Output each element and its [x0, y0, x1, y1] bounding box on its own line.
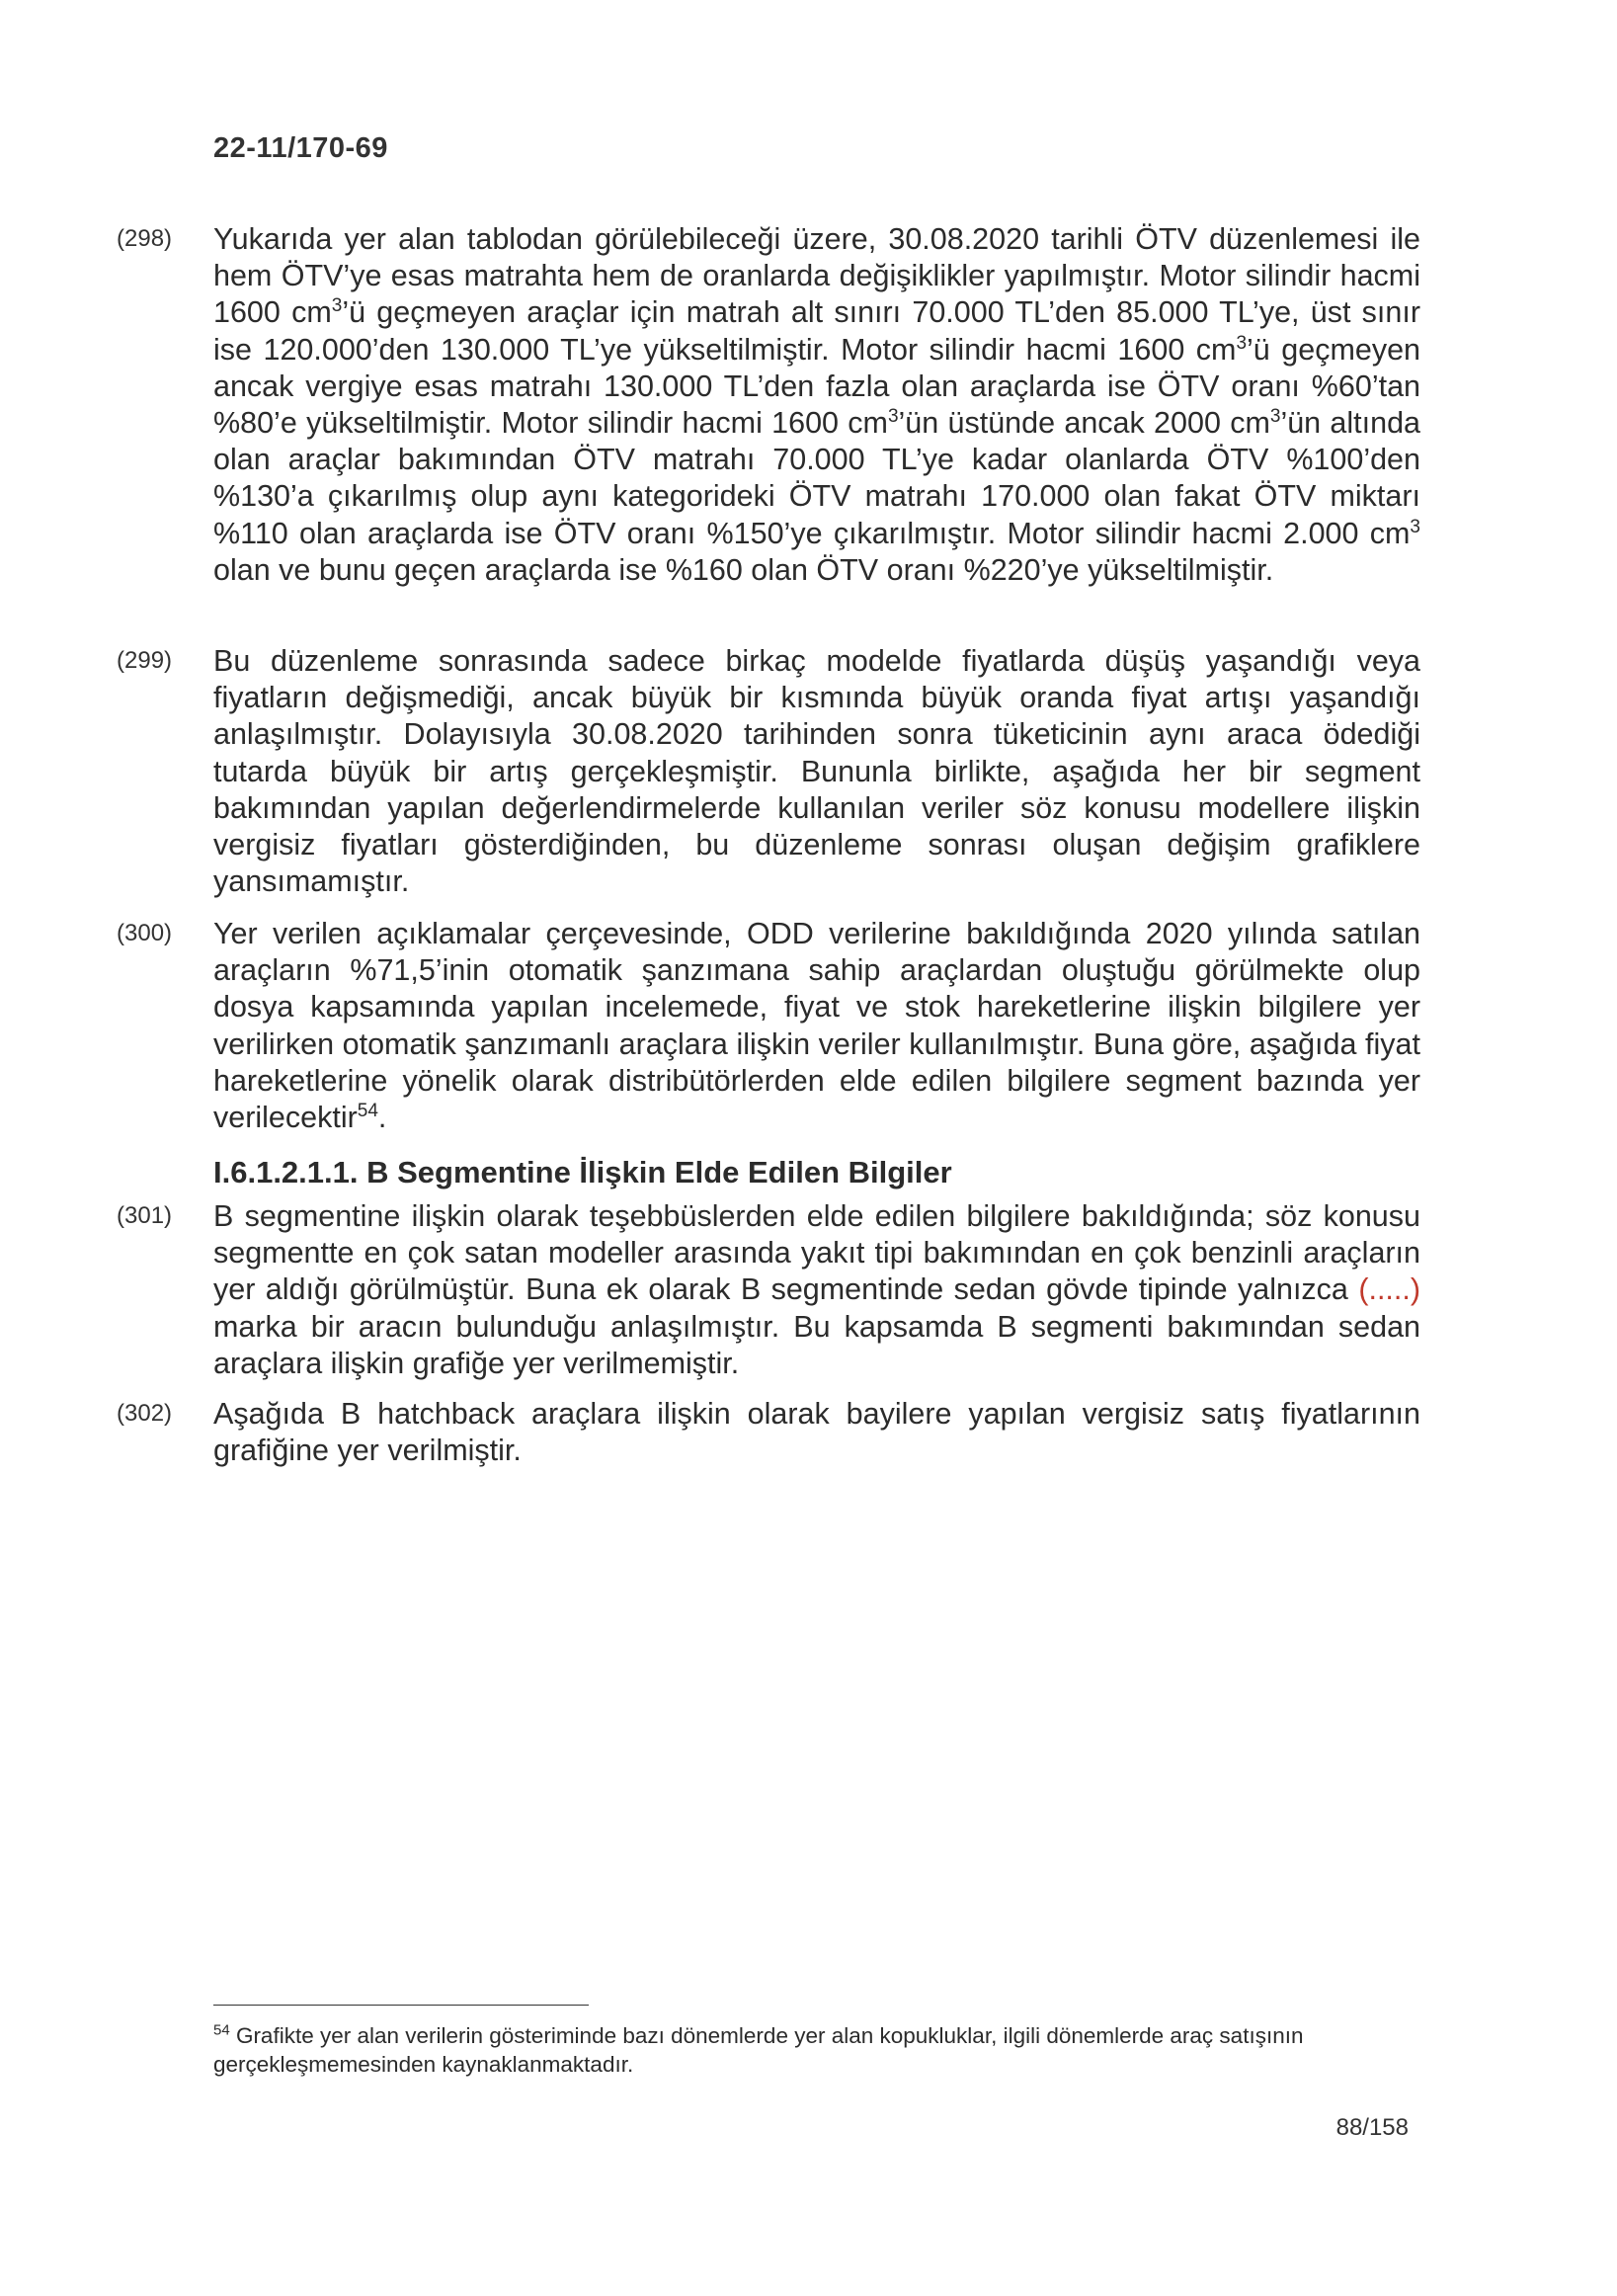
footnote [213, 2021, 1409, 2079]
superscript: 3 [1236, 332, 1248, 354]
paragraph-299 [117, 643, 1420, 900]
text-segment: ’ün üstünde ancak 2000 cm [898, 406, 1270, 441]
paragraph-body: Bu düzenleme sonrasında sadece birkaç modelde fiyatlarda düşüş yaşandığı veya fiyatların değişmediği, ancak büyük bir kısmında büyük oranda fiyat artışı yaşandığı anlaşılmıştır. Dolayısıyla 30.08.2020 tarihinden sonra tüketicinin aynı araca ödediği tutarda büyük bir artış gerçekleşmiştir. Bununla birlikte, aşağıda her bir segment bakımından yapılan değerlendirmelerde kullanılan veriler söz konusu modellere ilişkin vergisiz fiyatları gösterdiğinden, bu düzenleme sonrası oluşan değişim grafiklere yansımamıştır. [213, 644, 1420, 899]
footnote-marker: 54 [213, 2021, 230, 2039]
paragraph-body: Aşağıda B hatchback araçlara ilişkin olarak bayilere yapılan vergisiz satış fiyatlarının grafiğine yer verilmiştir. [213, 1397, 1420, 1468]
paragraph-body [213, 221, 1420, 589]
superscript: 3 [887, 405, 899, 427]
footnote-divider [213, 2005, 589, 2006]
paragraph-number: (299) [117, 647, 173, 674]
superscript: 3 [1269, 405, 1281, 427]
paragraph-298 [117, 221, 1420, 589]
paragraph-body [213, 1198, 1420, 1382]
text-segment: olan ve bunu geçen araçlarda ise %160 olan ÖTV oranı %220’ye yükseltilmiştir. [213, 552, 1274, 587]
text-segment: ’ün altında olan araçlar bakımından ÖTV matrahı 70.000 TL’ye kadar olanlarda ÖTV %100’den %130’a çıkarılmış olup aynı kategorideki ÖTV matrahı 170.000 olan fakat ÖTV miktarı %110 olan araçlarda ise ÖTV oranı %150’ye çıkarılmıştır. Motor silindir hacmi 2.000 cm [213, 406, 1421, 550]
text-segment: Yukarıda yer alan tablodan görülebileceği üzere, 30.08.2020 tarihli ÖTV düzenlemesi ile hem ÖTV’ye esas matrahta hem de oranlarda değişiklikler yapılmıştır. Motor silindir hacmi 1600 cm [213, 222, 1420, 330]
paragraph-302 [117, 1396, 1420, 1469]
text-segment: ’ü geçmeyen araçlar için matrah alt sınırı 70.000 TL’den 85.000 TL’ye, üst sınır ise 120.000’den 130.000 TL’ye yükseltilmiştir. Motor silindir hacmi 1600 cm [213, 295, 1420, 367]
redacted-text: (.....) [1358, 1272, 1420, 1307]
document-id: 22-11/170-69 [213, 132, 388, 164]
paragraph-300 [117, 916, 1420, 1136]
text-segment: B segmentine ilişkin olarak teşebbüslerden elde edilen bilgilere bakıldığında; söz konusu segmentte en çok satan modeller arasında yakıt tipi bakımından en çok benzinli araçların yer aldığı görülmüştür. Buna ek olarak B segmentinde sedan gövde tipinde yalnızca [213, 1199, 1420, 1307]
paragraph-body [213, 916, 1420, 1136]
superscript: 3 [1410, 516, 1420, 537]
text-segment: marka bir aracın bulunduğu anlaşılmıştır. Bu kapsamda B segmenti bakımından sedan araçlara ilişkin grafiğe yer verilmemiştir. [213, 1309, 1420, 1380]
paragraph-number: (298) [117, 225, 173, 252]
footnote-reference[interactable]: 54 [357, 1100, 378, 1121]
text-segment: . [377, 1101, 387, 1135]
superscript: 3 [331, 295, 343, 317]
footnote-text: Grafikte yer alan verilerin gösteriminde bazı dönemlerde yer alan kopukluklar, ilgili dönemlerde araç satışının gerçekleşmemesinden kaynaklanmaktadır. [213, 2023, 1304, 2077]
paragraph-301 [117, 1198, 1420, 1382]
section-heading: I.6.1.2.1.1. B Segmentine İlişkin Elde Edilen Bilgiler [213, 1155, 952, 1189]
paragraph-number: (302) [117, 1400, 173, 1427]
text-segment: ’ü geçmeyen ancak vergiye esas matrahı 130.000 TL’den fazla olan araçlarda ise ÖTV oranı %60’tan %80’e yükseltilmiştir. Motor silindir hacmi 1600 cm [213, 332, 1420, 441]
paragraph-number: (301) [117, 1202, 173, 1229]
page-number: 88/158 [1335, 2114, 1409, 2141]
paragraph-number: (300) [117, 920, 173, 946]
text-segment: Yer verilen açıklamalar çerçevesinde, ODD verilerine bakıldığında 2020 yılında satılan araçların %71,5’inin otomatik şanzımana sahip araçlardan oluştuğu görülmekte olup dosya kapsamında yapılan incelemede, fiyat ve stok hareketlerine ilişkin bilgilere yer verilirken otomatik şanzımanlı araçlara ilişkin veriler kullanılmıştır. Buna göre, aşağıda fiyat hareketlerine yönelik olarak distribütörlerden elde edilen bilgilere segment bazında yer verilecektir [213, 917, 1420, 1135]
